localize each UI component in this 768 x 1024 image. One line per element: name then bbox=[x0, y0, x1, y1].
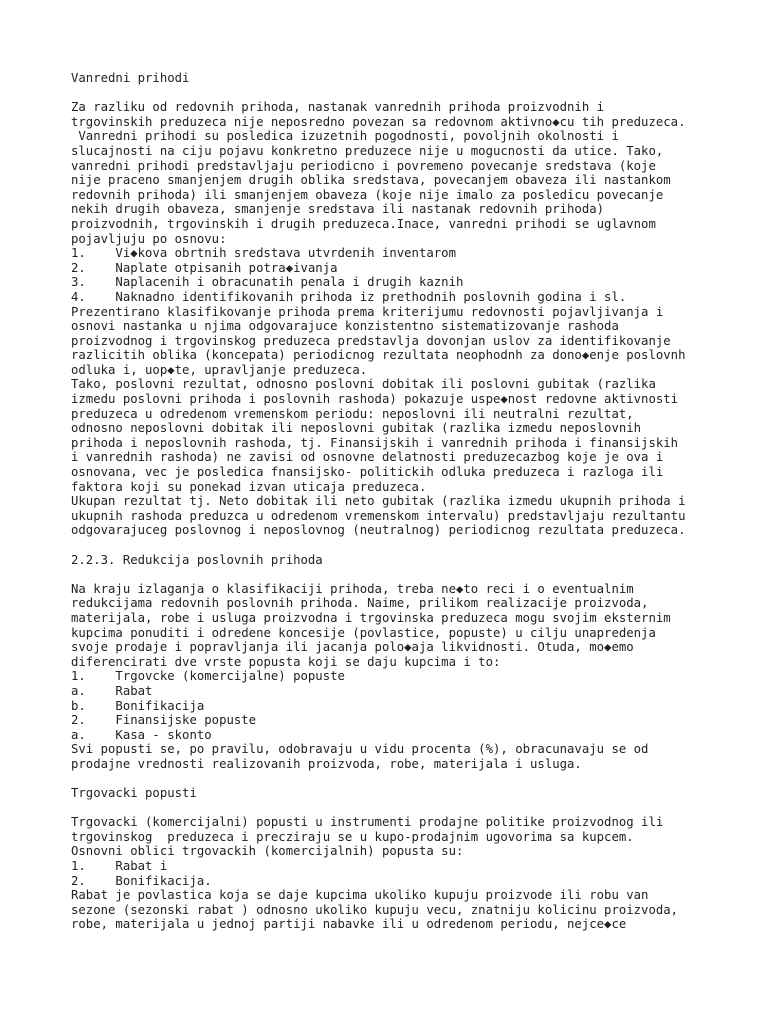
text-line: odnosno neposlovni dobitak ili neposlovni gubitak (razlika izmedu neposlovnih bbox=[71, 421, 642, 436]
list-item: 1. Rabat i bbox=[71, 859, 168, 874]
text-line: redovnih prihoda) ili smanjenjem obaveza (koje nije imalo za posledicu povecanje bbox=[71, 187, 664, 202]
text-line: Tako, poslovni rezultat, odnosno poslovni dobitak ili poslovni gubitak (razlika bbox=[71, 377, 656, 392]
list-item: 2. Bonifikacija. bbox=[71, 873, 212, 888]
text-line: izmedu poslovni prihoda i poslovnih rashoda) pokazuje uspe◆nost redovne aktivnosti bbox=[71, 392, 679, 407]
text-line: osnovana, vec je posledica fnansijsko- politickih odluka preduzeca i razloga ili bbox=[71, 465, 664, 480]
list-item: a. Kasa - skonto bbox=[71, 727, 212, 742]
section-title: Vanredni prihodi bbox=[71, 71, 190, 85]
blank-line bbox=[71, 801, 751, 816]
text-line: preduzeca u odredenom vremenskom periodu: neposlovni ili neutralni rezultat, bbox=[71, 406, 634, 421]
text-line: Osnovni oblici trgovackih (komercijalnih) popusta su: bbox=[71, 844, 464, 859]
list-item: a. Rabat bbox=[71, 683, 153, 698]
text-line: razlicitih oblika (koncepata) periodicnog rezultata neophodnh za dono◆enje poslovnh bbox=[71, 348, 686, 363]
text-line: diferencirati dve vrste popusta koji se daju kupcima i to: bbox=[71, 654, 501, 669]
list-item: 2. Finansijske popuste bbox=[71, 713, 257, 728]
text-line: proizvodnih, trgovinskih i drugih preduzeca.Inace, vanredni prihodi se uglavnom bbox=[71, 216, 656, 231]
list-item: 3. Naplacenih i obracunatih penala i drugih kaznih bbox=[71, 275, 464, 290]
document-page bbox=[71, 71, 751, 932]
blank-line bbox=[71, 86, 751, 101]
text-line: Svi popusti se, po pravilu, odobravaju u vidu procenta (%), obracunavaju se od bbox=[71, 742, 649, 757]
text-line: sezone (sezonski rabat ) odnosno ukoliko kupuju vecu, znatniju kolicinu proizvoda, bbox=[71, 902, 679, 917]
text-line: kupcima ponuditi i odredene koncesije (povlastice, popuste) u cilju unapredenja bbox=[71, 625, 656, 640]
text-line: prihoda i neposlovnih rashoda, tj. Finansijskih i vanrednih prihoda i finansijskih bbox=[71, 435, 679, 450]
list-item: b. Bonifikacija bbox=[71, 698, 205, 713]
text-line: svoje prodaje i popravljanja ili jacanja polo◆aja likvidnosti. Otuda, mo◆emo bbox=[71, 640, 634, 655]
text-line: Rabat je povlastica koja se daje kupcima ukoliko kupuju proizvode ili robu van bbox=[71, 888, 649, 903]
text-line: trgovinskog preduzeca i precziraju se u kupo-prodajnim ugovorima sa kupcem. bbox=[71, 829, 634, 844]
text-line: Za razliku od redovnih prihoda, nastanak vanrednih prihoda proizvodnih i bbox=[71, 100, 605, 115]
text-line: nije praceno smanjenjem drugih oblika sredstava, povecanjem obaveza ili nastankom bbox=[71, 173, 671, 188]
text-line: vanredni prihodi predstavljaju periodicno i povremeno povecanje sredstava (koje bbox=[71, 158, 656, 173]
text-line: robe, materijala u jednoj partiji nabavke ili u odredenom periodu, nejce◆ce bbox=[71, 917, 627, 932]
list-item: 1. Vi◆kova obrtnih sredstava utvrdenih inventarom bbox=[71, 246, 456, 261]
text-line: proizvodnog i trgovinskog preduzeca predstavlja dovonjan uslov za identifikovanje bbox=[71, 333, 671, 348]
text-line: Na kraju izlaganja o klasifikaciji prihoda, treba ne◆to reci i o eventualnim bbox=[71, 581, 634, 596]
text-line: ukupnih rashoda preduzca u odredenom vremenskom intervalu) predstavljaju rezultantu bbox=[71, 508, 686, 523]
text-line: Vanredni prihodi su posledica izuzetnih pogodnosti, povoljnih okolnosti i bbox=[71, 129, 619, 144]
list-item: 1. Trgovcke (komercijalne) popuste bbox=[71, 669, 345, 684]
section-heading: 2.2.3. Redukcija poslovnih prihoda bbox=[71, 552, 323, 567]
subsection-heading: Trgovacki popusti bbox=[71, 786, 197, 801]
text-line: pojavljuju po osnovu: bbox=[71, 231, 227, 246]
blank-line bbox=[71, 538, 751, 553]
blank-line bbox=[71, 772, 751, 787]
text-line: odluka i, uop◆te, upravljanje preduzeca. bbox=[71, 362, 368, 377]
blank-line bbox=[71, 567, 751, 582]
text-line: materijala, robe i usluga proizvodna i trgovinska preduzeca mogu svojim eksternim bbox=[71, 610, 671, 625]
text-line: trgovinskih preduzeca nije neposredno povezan sa redovnom aktivno◆cu tih preduzeca. bbox=[71, 114, 686, 129]
text-line: i vanrednih rashoda) ne zavisi od osnovne delatnosti preduzecazbog koje je ova i bbox=[71, 450, 664, 465]
text-line: odgovarajuceg poslovnog i neposlovnog (neutralnog) periodicnog rezultata preduzeca. bbox=[71, 523, 686, 538]
list-item: 2. Naplate otpisanih potra◆ivanja bbox=[71, 260, 338, 275]
text-line: Ukupan rezultat tj. Neto dobitak ili neto gubitak (razlika izmedu ukupnih prihoda i bbox=[71, 494, 686, 509]
text-line: slucajnosti na ciju pojavu konkretno preduzece nije u mogucnosti da utice. Tako, bbox=[71, 143, 664, 158]
text-line: nekih drugih obaveza, smanjenje sredstava ili nastanak redovnih prihoda) bbox=[71, 202, 605, 217]
text-line: Prezentirano klasifikovanje prihoda prema kriterijumu redovnosti pojavljivanja i bbox=[71, 304, 664, 319]
list-item: 4. Naknadno identifikovanih prihoda iz prethodnih poslovnih godina i sl. bbox=[71, 289, 627, 304]
text-line: prodajne vrednosti realizovanih proizvoda, robe, materijala i usluga. bbox=[71, 756, 582, 771]
text-line: osnovi nastanka u njima odgovarajuce konzistentno sistematizovanje rashoda bbox=[71, 319, 619, 334]
text-line: Trgovacki (komercijalni) popusti u instrumenti prodajne politike proizvodnog ili bbox=[71, 815, 664, 830]
text-line: faktora koji su ponekad izvan uticaja preduzeca. bbox=[71, 479, 427, 494]
text-line: redukcijama redovnih poslovnih prihoda. Naime, prilikom realizacije proizvoda, bbox=[71, 596, 649, 611]
